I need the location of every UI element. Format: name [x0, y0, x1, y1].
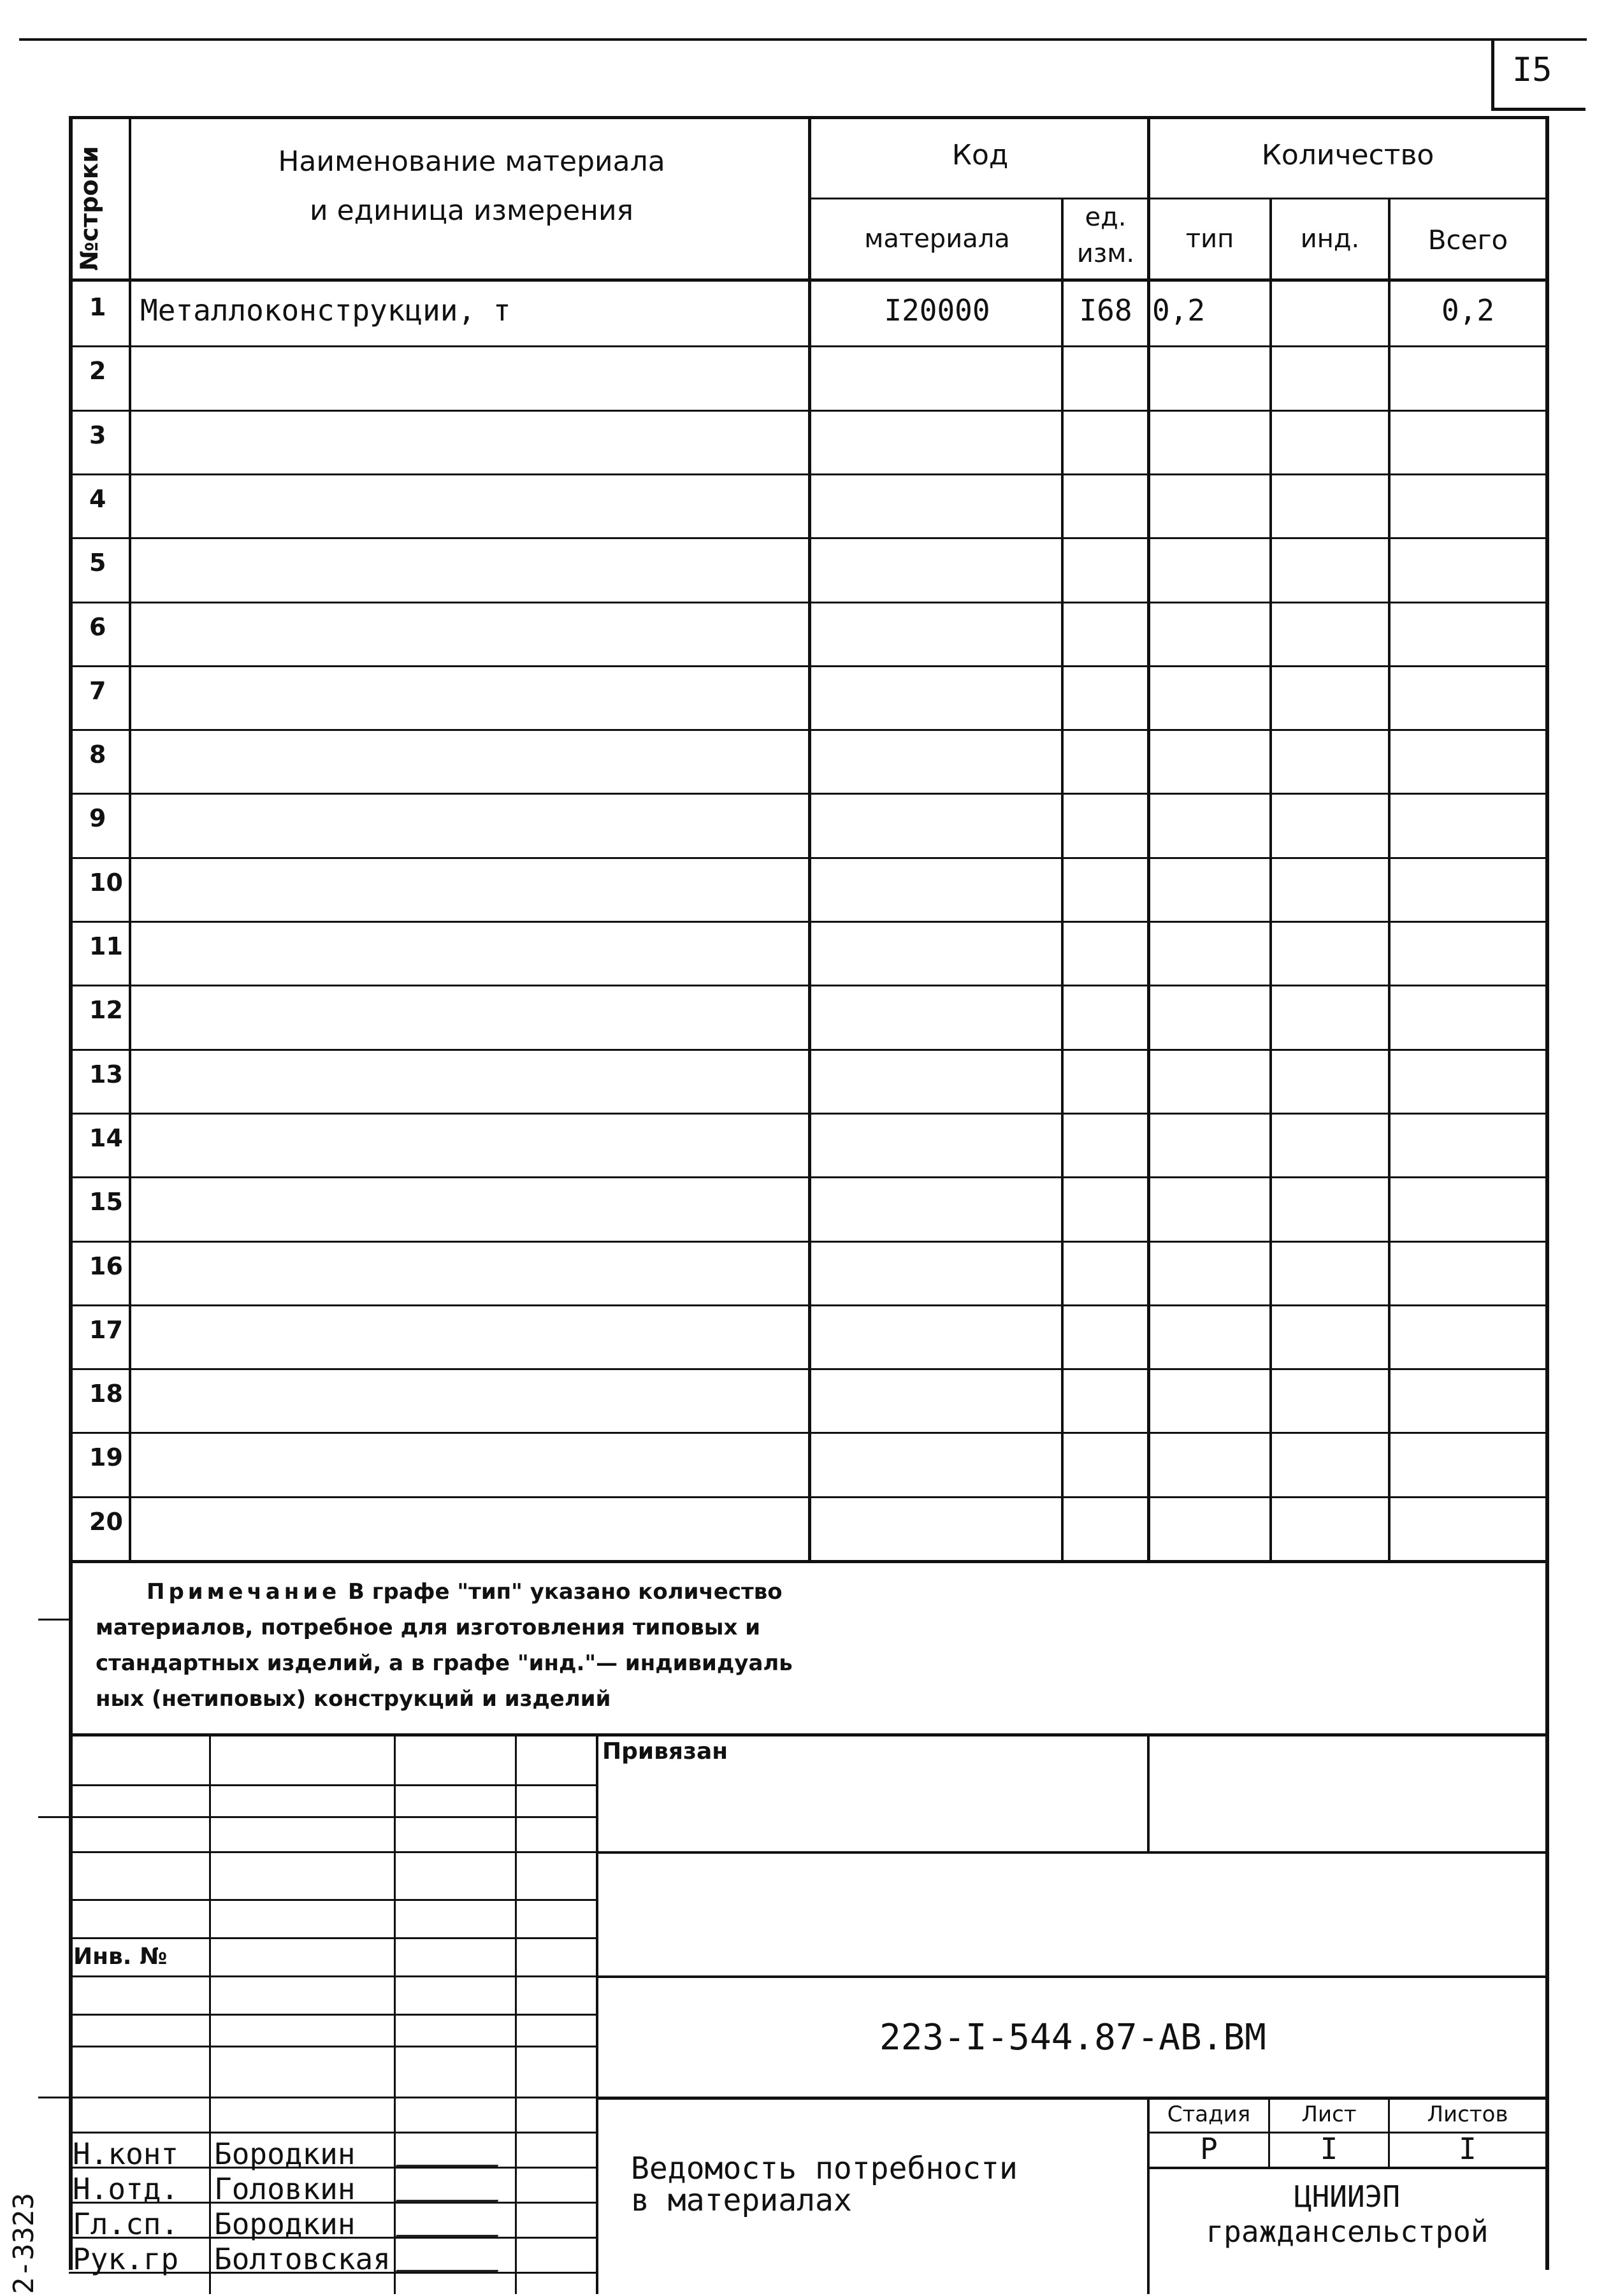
row-number: 4 [89, 485, 106, 513]
doc-code: 223-I-544.87-АВ.ВМ [879, 2017, 1266, 2058]
frame-right [1545, 116, 1549, 2270]
signature-mark [396, 2212, 509, 2237]
stamp-left-ext3 [38, 2097, 70, 2098]
row-divider [69, 921, 1549, 923]
stage-label: Стадия [1167, 2102, 1251, 2127]
signer-name: Болтовская [214, 2242, 391, 2276]
row-number: 8 [89, 740, 106, 769]
note-line3: стандартных изделий, а в графе "инд."— индивидуаль [96, 1650, 793, 1676]
row-divider [69, 1368, 1549, 1370]
sheets-label: Листов [1427, 2102, 1508, 2127]
row-number: 16 [89, 1252, 123, 1280]
header-total: Всего [1427, 224, 1508, 256]
stamp-grid-line [69, 2132, 596, 2134]
frame-left [69, 116, 73, 2270]
header-row-no: №строки [75, 146, 103, 271]
org-line2: граждансельстрой [1206, 2214, 1489, 2249]
row-number: 17 [89, 1316, 123, 1344]
stamp-grid-line [69, 1899, 596, 1901]
row-divider [69, 1304, 1549, 1306]
row-divider [69, 1176, 1549, 1178]
row-number: 1 [89, 293, 106, 321]
row-divider [69, 1432, 1549, 1434]
stamp-grid-line [69, 2014, 596, 2016]
row-number: 3 [89, 421, 106, 449]
stamp-left-ext2 [38, 1816, 70, 1818]
signature-mark [396, 2142, 509, 2167]
header-mid [809, 198, 1549, 199]
title-line2: в материалах [631, 2183, 852, 2218]
sheets-value: I [1459, 2132, 1477, 2166]
org-line1: ЦНИИЭП [1294, 2179, 1401, 2214]
signature-mark [396, 2247, 509, 2272]
frame-top [19, 38, 1587, 41]
row-divider [69, 665, 1549, 667]
sheet-label: Лист [1301, 2102, 1357, 2127]
header-material: материала [864, 224, 1010, 254]
stamp-grid-line [69, 1784, 596, 1786]
col-code [808, 116, 811, 1561]
row-total-qty: 0,2 [1441, 293, 1495, 328]
signer-name: Бородкин [214, 2207, 356, 2241]
row-number: 10 [89, 869, 123, 897]
table-bottom [69, 1560, 1549, 1563]
row-divider [69, 857, 1549, 859]
col-unit [1061, 198, 1064, 1561]
row-number: 15 [89, 1188, 123, 1216]
stamp-grid-line [69, 2046, 596, 2047]
row-number: 6 [89, 613, 106, 641]
row-material-code: I20000 [884, 293, 990, 328]
signer-role: Гл.сп. [73, 2207, 179, 2241]
stamp-h-title [596, 2097, 1549, 2100]
row-divider [69, 602, 1549, 603]
stamp-v5 [1147, 1733, 1150, 1851]
signer-name: Головкин [214, 2172, 356, 2206]
page-number-box [1491, 40, 1585, 111]
row-divider [69, 345, 1549, 347]
stamp-top [69, 1733, 1549, 1736]
stamp-grid-line [69, 1851, 596, 1853]
col-total [1388, 198, 1390, 1561]
row-number: 18 [89, 1380, 123, 1408]
header-name-line1: Наименование материала [278, 145, 665, 178]
col-ind [1269, 198, 1272, 1561]
signer-name: Бородкин [214, 2137, 356, 2171]
header-name-line2: и единица измерения [309, 194, 634, 227]
header-ind: инд. [1300, 224, 1360, 254]
attached-label: Привязан [602, 1738, 728, 1765]
inv-no-label: Инв. № [73, 1944, 168, 1970]
note-label: Примечание [147, 1579, 341, 1605]
row-divider [69, 473, 1549, 475]
header-unit-line1: ед. [1085, 203, 1127, 232]
row-number: 14 [89, 1124, 123, 1152]
row-number: 7 [89, 677, 106, 705]
row-material-name: Металлоконструкции, т [140, 293, 511, 328]
row-divider [69, 537, 1549, 539]
col-rowno [129, 116, 131, 1561]
row-divider [69, 1113, 1549, 1115]
signer-role: Н.конт [73, 2137, 179, 2171]
row-divider [69, 793, 1549, 795]
row-number: 5 [89, 549, 106, 577]
stage-value: Р [1200, 2132, 1218, 2166]
stage-h2 [1147, 2167, 1549, 2169]
header-code: Код [951, 139, 1009, 171]
stamp-grid-line [69, 1816, 596, 1818]
row-divider [69, 1049, 1549, 1051]
row-number: 13 [89, 1060, 123, 1088]
row-unit-code: I68 [1079, 293, 1132, 328]
row-number: 19 [89, 1443, 123, 1471]
header-quantity: Количество [1261, 139, 1434, 171]
stamp-grid-line [69, 1975, 596, 1977]
row-number: 2 [89, 357, 106, 385]
stamp-grid-line [69, 2097, 596, 2098]
header-type: тип [1185, 224, 1234, 254]
page-number: I5 [1512, 51, 1552, 89]
row-number: 11 [89, 932, 123, 960]
title-line1: Ведомость потребности [631, 2151, 1018, 2186]
row-divider [69, 410, 1549, 412]
row-divider [69, 985, 1549, 986]
col-qty [1147, 116, 1150, 1561]
sheet-value: I [1320, 2132, 1338, 2166]
signer-role: Рук.гр [73, 2242, 179, 2276]
row-divider [69, 729, 1549, 731]
row-divider [69, 1241, 1549, 1243]
stamp-h-attached [596, 1851, 1549, 1854]
row-number: 12 [89, 996, 123, 1024]
note-line4: ных (нетиповых) конструкций и изделий [96, 1686, 611, 1712]
signature-mark [396, 2177, 509, 2202]
signer-role: Н.отд. [73, 2172, 179, 2206]
note-block [96, 1574, 924, 1717]
row-number: 9 [89, 804, 106, 832]
stamp-grid-line [69, 1937, 596, 1939]
header-unit-line2: изм. [1076, 239, 1135, 268]
row-divider [69, 1496, 1549, 1498]
note-line1: В графе "тип" указано количество [347, 1579, 783, 1605]
row-type-qty: 0,2 [1152, 293, 1206, 328]
row-number: 20 [89, 1508, 123, 1536]
stamp-h-code [596, 1975, 1549, 1978]
stamp-left-ext [38, 1619, 70, 1621]
margin-text: 2-3323 [8, 2193, 40, 2294]
note-line2: материалов, потребное для изготовления типовых и [96, 1615, 761, 1640]
